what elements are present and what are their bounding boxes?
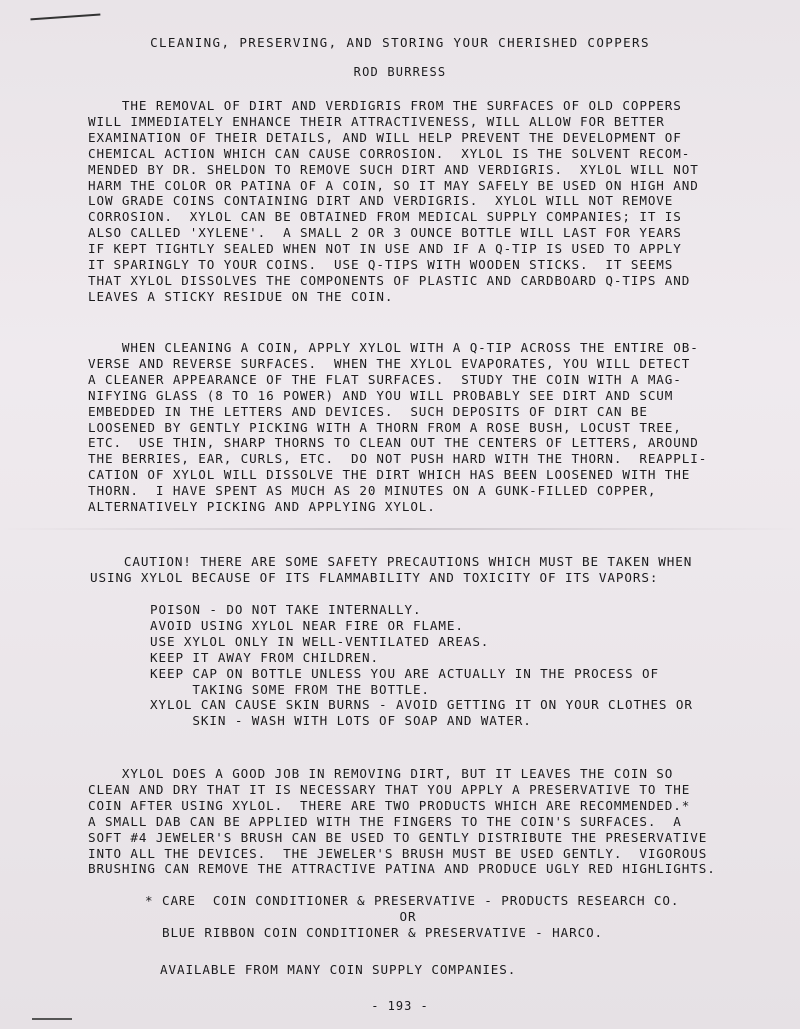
page-number: - 193 -: [371, 999, 429, 1013]
pen-mark-bottom: [32, 1018, 72, 1020]
paragraph-preservative: XYLOL DOES A GOOD JOB IN REMOVING DIRT, BUT IT LEAVES THE COIN SO CLEAN AND DRY THAT IT IS NECESSARY THAT YOU APPLY A PRESERVATIVE TO THE COIN AFTER USING XYLOL. THERE ARE TWO PRODUCTS WHICH ARE RECOMMENDED.* A SMALL DAB CAN BE APPLIED WITH THE FINGERS TO THE COIN'S SURFACES. A SOFT #4 JEWELER'S BRUSH CAN BE USED TO GENTLY DISTRIBUTE THE PRESERVATIVE INTO ALL THE DEVICES. THE JEWELER'S BRUSH MUST BE USED GENTLY. VIGOROUS BRUSHING CAN REMOVE THE ATTRACTIVE PATINA AND PRODUCE UGLY RED HIGHLIGHTS.: [88, 766, 716, 877]
paper-fold-line: [0, 528, 800, 530]
author-name: ROD BURRESS: [353, 65, 447, 79]
document-title: CLEANING, PRESERVING, AND STORING YOUR CHERISHED COPPERS: [150, 35, 650, 50]
paragraph-intro: THE REMOVAL OF DIRT AND VERDIGRIS FROM THE SURFACES OF OLD COPPERS WILL IMMEDIATELY ENHANCE THEIR ATTRACTIVENESS, WILL ALLOW FOR BETTER EXAMINATION OF THEIR DETAILS, AND WILL HELP PREVENT THE DEVELOPMENT OF CHEMICAL ACTION WHICH CAN CAUSE CORROSION. XYLOL IS THE SOLVENT RECOM- MENDED BY DR. SHELDON TO REMOVE SUCH DIRT AND VERDIGRIS. XYLOL WILL NOT HARM THE COLOR OR PATINA OF A COIN, SO IT MAY SAFELY BE USED ON HIGH AND LOW GRADE COINS CONTAINING DIRT AND VERDIGRIS. XYLOL WILL NOT REMOVE CORROSION. XYLOL CAN BE OBTAINED FROM MEDICAL SUPPLY COMPANIES; IT IS ALSO CALLED 'XYLENE'. A SMALL 2 OR 3 OUNCE BOTTLE WILL LAST FOR YEARS IF KEPT TIGHTLY SEALED WHEN NOT IN USE AND IF A Q-TIP IS USED TO APPLY IT SPARINGLY TO YOUR COINS. USE Q-TIPS WITH WOODEN STICKS. IT SEEMS THAT XYLOL DISSOLVES THE COMPONENTS OF PLASTIC AND CARDBOARD Q-TIPS AND LEAVES A STICKY RESIDUE ON THE COIN.: [88, 98, 699, 304]
caution-intro: CAUTION! THERE ARE SOME SAFETY PRECAUTIONS WHICH MUST BE TAKEN WHEN USING XYLOL BECAUSE OF ITS FLAMMABILITY AND TOXICITY OF ITS VAPORS:: [90, 554, 693, 585]
paragraph-cleaning-method: WHEN CLEANING A COIN, APPLY XYLOL WITH A Q-TIP ACROSS THE ENTIRE OB- VERSE AND REVERSE SURFACES. WHEN THE XYLOL EVAPORATES, YOU WILL DETECT A CLEANER APPEARANCE OF THE FLAT SURFACES. STUDY THE COIN WITH A MAG- NIFYING GLASS (8 TO 16 POWER) AND YOU WILL PROBABLY SEE DIRT AND SCUM EMBEDDED IN THE LETTERS AND DEVICES. SUCH DEPOSITS OF DIRT CAN BE LOOSENED BY GENTLY PICKING WITH A THORN FROM A ROSE BUSH, LOCUST TREE, ETC. USE THIN, SHARP THORNS TO CLEAN OUT THE CENTERS OF LETTERS, AROUND THE BERRIES, EAR, CURLS, ETC. DO NOT PUSH HARD WITH THE THORN. REAPPLI- CATION OF XYLOL WILL DISSOLVE THE DIRT WHICH HAS BEEN LOOSENED WITH THE THORN. I HAVE SPENT AS MUCH AS 20 MINUTES ON A GUNK-FILLED COPPER, ALTERNATIVELY PICKING AND APPLYING XYLOL.: [88, 340, 708, 515]
pen-mark: [30, 2, 101, 21]
caution-list: POISON - DO NOT TAKE INTERNALLY. AVOID USING XYLOL NEAR FIRE OR FLAME. USE XYLOL ONLY IN WELL-VENTILATED AREAS. KEEP IT AWAY FROM CHILDREN. KEEP CAP ON BOTTLE UNLESS YOU ARE ACTUALLY IN THE PROCESS OF TAKING SOME FROM THE BOTTLE. XYLOL CAN CAUSE SKIN BURNS - AVOID GETTING IT ON YOUR CLOTHES OR SKIN - WASH WITH LOTS OF SOAP AND WATER.: [150, 602, 693, 729]
recommended-products: * CARE COIN CONDITIONER & PRESERVATIVE - PRODUCTS RESEARCH CO. OR BLUE RIBBON COIN CONDITIONER & PRESERVATIVE - HARCO.: [145, 893, 680, 940]
availability-note: AVAILABLE FROM MANY COIN SUPPLY COMPANIES.: [160, 962, 517, 977]
